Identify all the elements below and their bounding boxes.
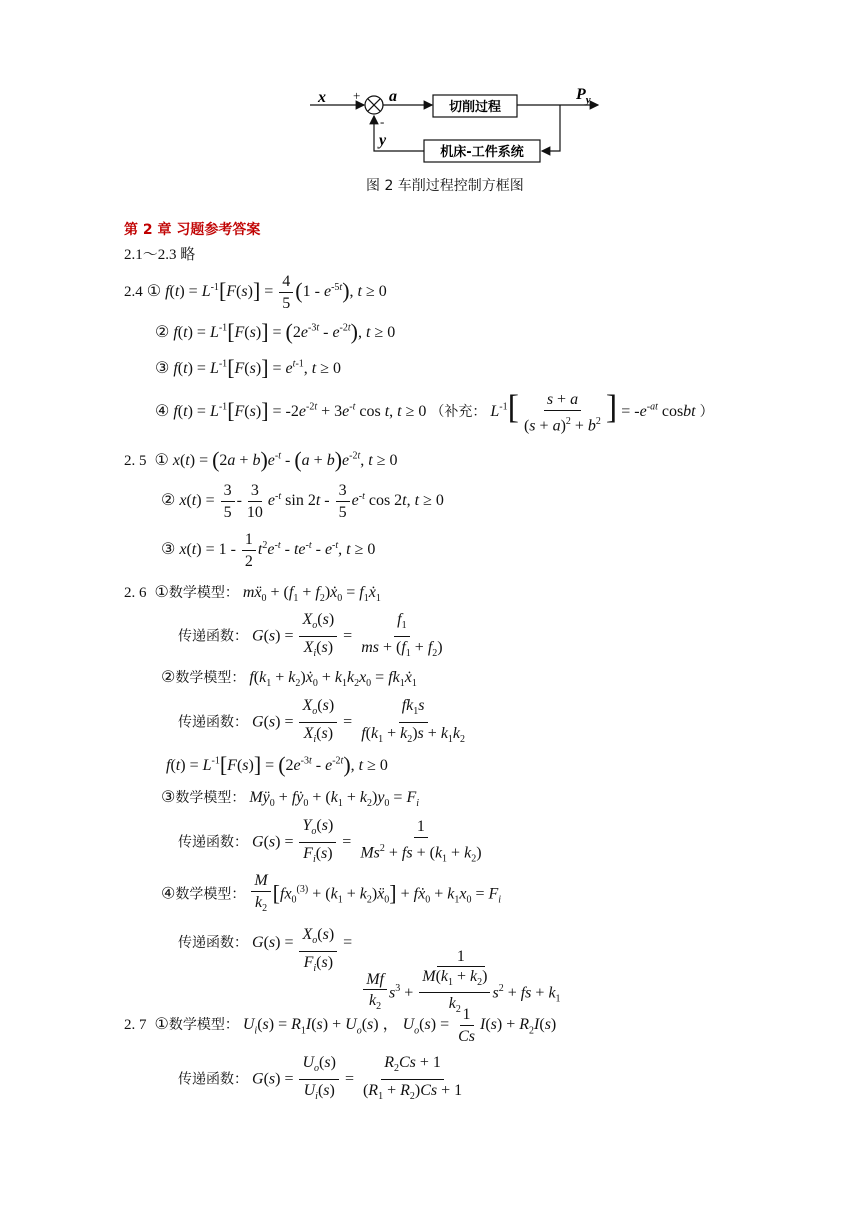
minus-sign: - [380,114,385,129]
eq-2-4-4: ④ $f(t) = L^{-1}[F(s)] = -2e^{-2t} + 3e^{-t}$ cos t, t ≥ 0 （补充： $L^{-1}$[ $\frac{s + a}{(s + a)^2 + b^2}$ ] = $-e^{-at}$ cosbt ） [155,389,714,434]
eq-2-7-tf: 传递函数： G(s) = $\frac{U_o(s)}{U_i(s)}$ = $\frac{R_2Cs + 1}{(R_1 + R_2)Cs + 1}$ [178,1054,463,1103]
error-label: a [389,88,397,105]
problem-2-1-to-2-3: 2.1～2.3 略 [124,247,196,263]
control-block-diagram [0,70,868,240]
eq-2-4-1: 2.4 ① $f(t) = L^{-1}[F(s)]$ = $\frac{4}{5}$ $(1 - e^{-5t})$, t ≥ 0 [124,273,387,312]
plus-sign: + [353,88,361,103]
output-label: $P_y$ [576,86,591,106]
forward-block-label: 切削过程 [448,100,502,115]
eq-2-6-2-model: ②数学模型： $f(k_1$ + $k_2)ẋ_0 + k_1k_2x_0$ = $fk_1ẋ_1$ [161,669,417,690]
eq-2-6-1-model: 2. 6 ①数学模型： mẍ$_0$ + ($f_1$ + $f_2)ẋ_0$ = $f_1ẋ_1$ [124,584,381,605]
eq-2-6-laplace: $f(t) = L^{-1}[F(s)] = (2e^{-3t} - e^{-2t})$, t ≥ 0 [166,752,388,777]
eq-2-6-1-tf: 传递函数： G(s) = $\frac{X_o(s)}{X_i(s)}$ = $\frac{f_1}{ms + (f_1 + f_2)}$ [178,611,443,660]
eq-2-6-3-tf: 传递函数： G(s) = $\frac{Y_o(s)}{F_i(s)}$ = $\frac{1}{Ms^2 + fs + (k_1 + k_2)}$ [178,817,482,866]
eq-2-5-1: 2. 5 ① $x(t) = (2a + b)e^{-t} - (a + b)e^{-2t}$, t ≥ 0 [124,447,398,472]
feedback-path-right [542,105,560,151]
feedback-label: y [379,132,387,149]
input-label: x [318,89,326,106]
figure-caption: 图 2 车削过程控制方框图 [366,178,524,194]
feedback-block-label: 机床-工件系统 [440,145,524,160]
eq-2-5-2: ② x(t) = $\frac{3}{5}$ - $\frac{3}{10}$ $e^{-t}$ sin 2t - $\frac{3}{5}$ $e^{-t}$ cos 2t, t ≥ 0 [161,482,444,521]
eq-2-6-4-tf: 传递函数： G(s) = $\frac{X_o(s)}{F_i(s)}$ = 1 $\frac{Mf}{k_2}$ $s^3$ + $\frac{M(k_1 + k_2)}{k_2}$ $s^2$ + fs + $k_1$ [178,926,561,1016]
eq-2-6-4-model: ④数学模型： $\frac{M}{k_2}$ [$fx_0^{(3)} + (k_1$ + $k_2)ẍ_0$] + fẋ$_0$ + $k_1x_0 = F_i$ [161,872,502,915]
eq-2-6-2-tf: 传递函数： G(s) = $\frac{X_o(s)}{X_i(s)}$ = $\frac{fk_1s}{f(k_1 + k_2)s + k_1k_2}$ [178,697,466,746]
eq-2-4-2: ② $f(t) = L^{-1}[F(s)] = (2e^{-3t} - e^{-2t})$, t ≥ 0 [155,319,396,344]
eq-2-4-3: ③ $f(t) = L^{-1}[F(s)] = e^{t-1}$, t ≥ 0 [155,355,342,380]
eq-2-5-3: ③ x(t) = 1 - $\frac{1}{2}$ $t^2e^{-t} - te^{-t} - e^{-t}$, t ≥ 0 [161,531,376,570]
eq-2-6-3-model: ③数学模型： $Mÿ_0$ + fẏ$_0$ + $(k_1 + k_2)y_0 = F_i$ [161,789,420,810]
chapter-title: 第 2 章 习题参考答案 [124,222,261,238]
eq-2-7-model: 2. 7 ①数学模型： $U_i(s) = R_1I(s) + U_o(s)$ ， $U_o(s)$ = $\frac{1}{Cs}$ $I(s) + R_2I(s)$ [124,1006,557,1045]
